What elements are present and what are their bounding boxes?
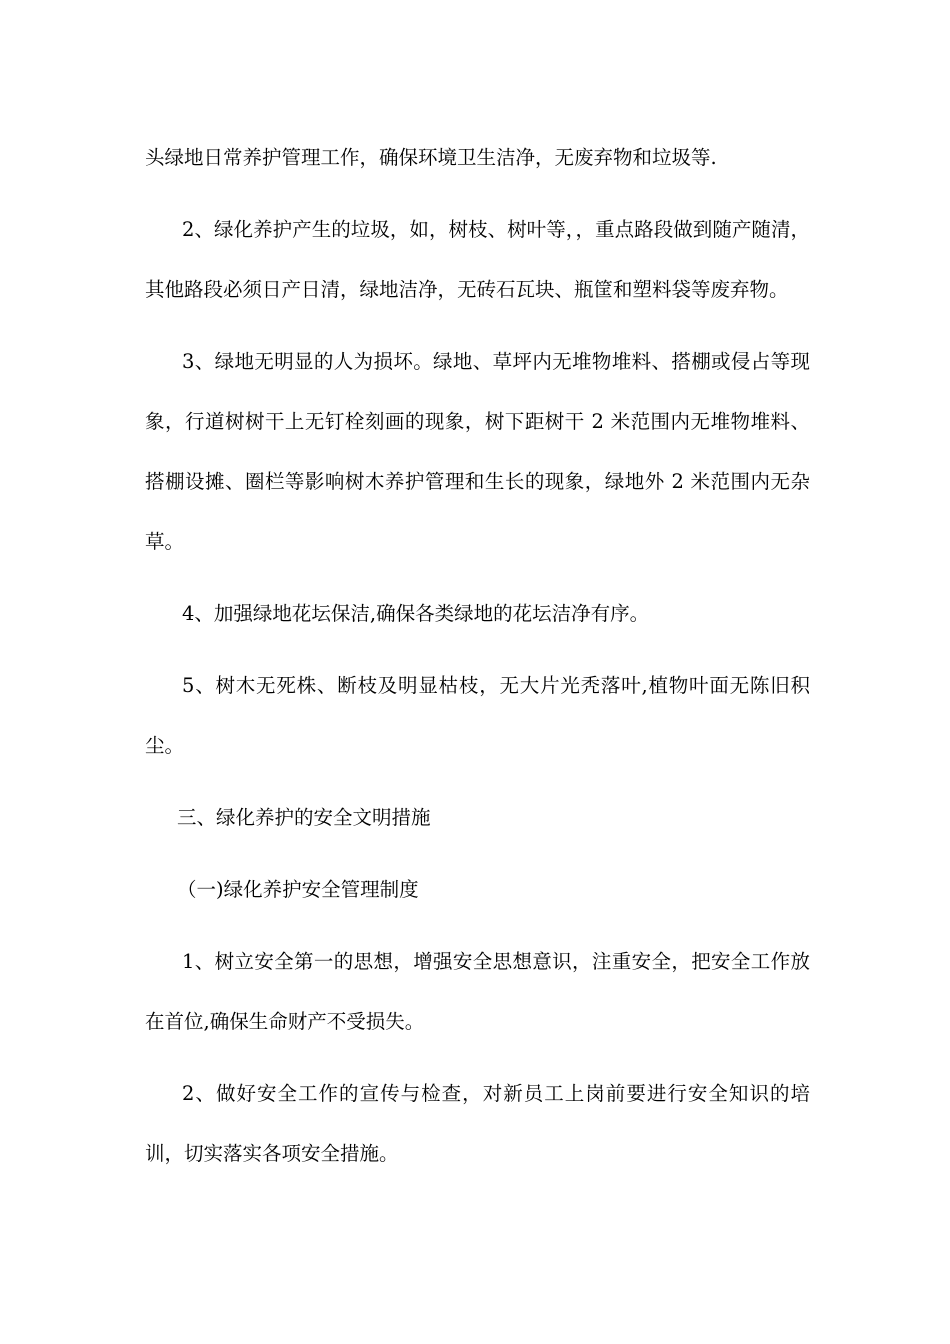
paragraph-continuation: 头绿地日常养护管理工作，确保环境卫生洁净，无废弃物和垃圾等.	[145, 146, 717, 169]
paragraph-item-5: 5、树木无死株、断枝及明显枯枝，无大片光秃落叶,植物叶面无陈旧积尘。	[145, 674, 810, 757]
section-heading: 三、绿化养护的安全文明措施	[177, 806, 431, 829]
paragraph-safety-item-2: 2、做好安全工作的宣传与检查，对新员工上岗前要进行安全知识的培训，切实落实各项安全措施。	[145, 1082, 810, 1165]
paragraph-safety-item-1: 1、树立安全第一的思想，增强安全思想意识，注重安全，把安全工作放在首位,确保生命财产不受损失。	[145, 950, 810, 1033]
subsection-heading: （一)绿化养护安全管理制度	[177, 878, 419, 901]
paragraph-item-3: 3、绿地无明显的人为损坏。绿地、草坪内无堆物堆料、搭棚或侵占等现象，行道树树干上无钉栓刻画的现象，树下距树干 2 米范围内无堆物堆料、搭棚设摊、圈栏等影响树木养护管理和生长的现象，绿地外 2 米范围内无杂草。	[145, 350, 810, 553]
document-body	[145, 128, 810, 1184]
paragraph-item-2: 2、绿化养护产生的垃圾，如，树枝、树叶等，，重点路段做到随产随清，其他路段必须日产日清，绿地洁净，无砖石瓦块、瓶筐和塑料袋等废弃物。	[145, 218, 810, 301]
paragraph-item-4: 4、加强绿地花坛保洁,确保各类绿地的花坛洁净有序。	[182, 602, 650, 625]
